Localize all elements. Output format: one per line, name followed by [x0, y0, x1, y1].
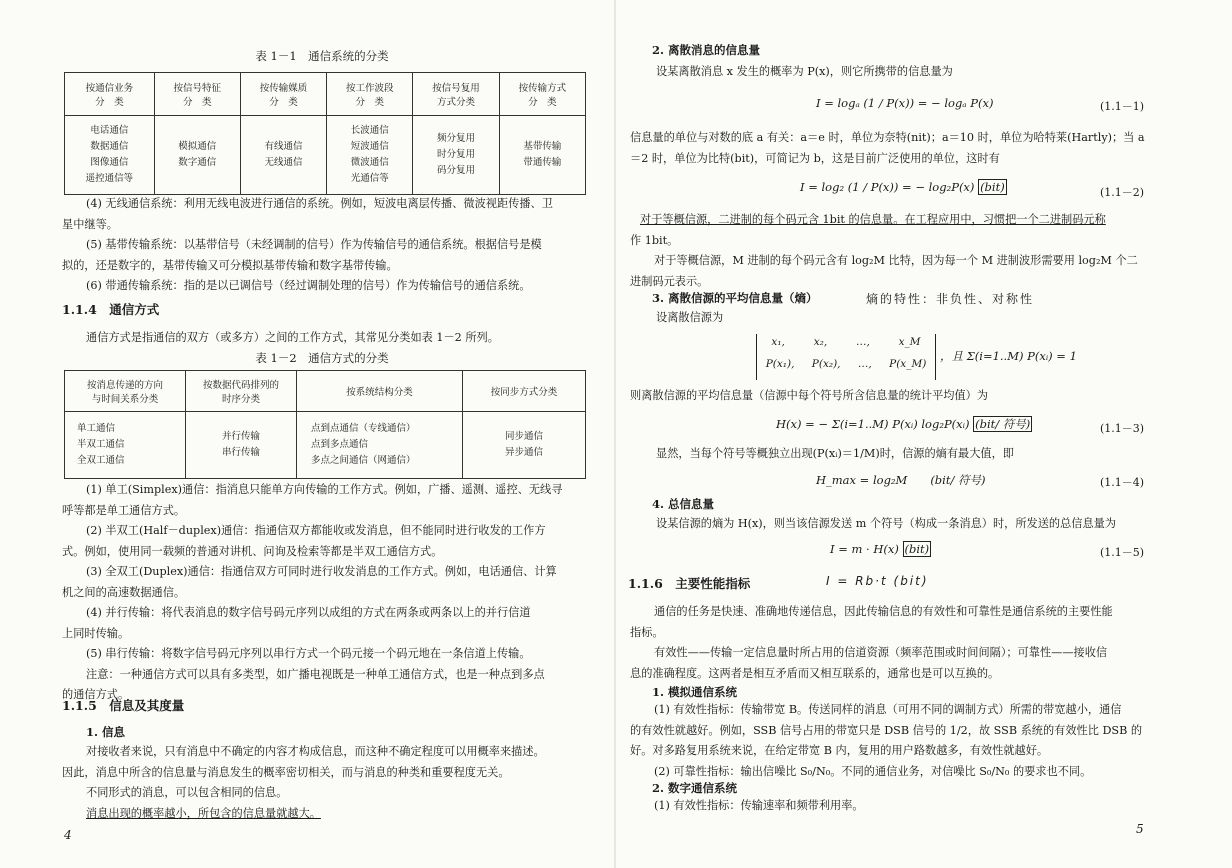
digital-paragraph: (1) 有效性指标：传输速率和频带利用率。 [654, 799, 864, 812]
para-line: 因此，消息中所含的信息量与消息发生的概率密切相关，而与消息的种类和重要程度无关。 [62, 765, 510, 779]
table2-header: 按系统结构分类 [297, 371, 463, 412]
table1-header: 按通信业务 分 类 [65, 73, 155, 116]
table2-header: 按同步方式分类 [463, 371, 586, 412]
table1-cell: 模拟通信 数字通信 [154, 116, 240, 195]
equation-number: (1.1－4) [1100, 476, 1145, 489]
para-line: 作 1bit。 [630, 233, 679, 247]
para-line: 通信的任务是快速、准确地传递信息，因此传输信息的有效性和可靠性是通信系统的主要性能 [654, 605, 1113, 618]
table1-caption: 表 1－1 通信系统的分类 [255, 49, 389, 63]
section-1-1-4-heading: 1.1.4 通信方式 [62, 302, 160, 317]
para-line: (3) 全双工(Duplex)通信：指通信双方可同时进行收发消息的工作方式。例如，电话通信、计算 [86, 565, 557, 578]
para-line: 注意：一种通信方式可以具有多类型，如广播电视既是一种单工通信方式，也是一种点到多点 [86, 667, 545, 681]
para-line: (5) 串行传输：将数字信号码元序列以串行方式一个码元接一个码元地在一条信道上传输。 [86, 647, 531, 660]
subsection-digital-heading: 2. 数字通信系统 [652, 781, 738, 795]
table1-cell: 有线通信 无线通信 [240, 116, 326, 195]
table2-comm-modes [64, 370, 586, 479]
section-1-1-4-intro: 通信方式是指通信的双方（或多方）之间的工作方式，其常见分类如表 1－2 所列。 [86, 331, 499, 344]
matrix-cell: x₁, [771, 336, 785, 348]
table1-header: 按信号复用 方式分类 [413, 73, 499, 116]
equation-unit: (bit) [980, 180, 1005, 194]
para-line: 上同时传输。 [62, 626, 130, 640]
para-line: 对接收者来说，只有消息中不确定的内容才构成信息，而这种不确定程度可以用概率来描述。 [86, 745, 545, 758]
table2-cell: 同步通信 异步通信 [463, 412, 586, 479]
matrix-cell: P(x₁), [765, 358, 795, 370]
table1-cell: 频分复用 时分复用 码分复用 [413, 116, 499, 195]
equation-unit: (bit) [904, 542, 930, 556]
table1-cell: 电话通信 数据通信 图像通信 遥控通信等 [65, 116, 155, 195]
subsection-entropy-heading: 3. 离散信源的平均信息量（熵） [652, 291, 818, 305]
table2-cell: 单工通信 半双工通信 全双工通信 [65, 412, 186, 479]
para-line: 式。例如，使用同一载频的普通对讲机、问询及检索等都是半双工通信方式。 [62, 544, 443, 558]
equation-1-1-4: H_max = log₂M (bit/ 符号) [816, 473, 986, 487]
para-line: (6) 带通传输系统：指的是以已调信号（经过调制处理的信号）作为传输信号的通信系统。 [86, 279, 531, 292]
table2-cell: 并行传输 串行传输 [186, 412, 297, 479]
analog-paragraph [630, 700, 1220, 782]
subsection-info-heading: 1. 信息 [86, 725, 126, 739]
probability-sum: ，且 Σ(i=1..M) P(xᵢ) = 1 [940, 349, 1077, 363]
para-line: 消息出现的概率越小，所包含的信息量就越大。 [86, 806, 321, 820]
equation-1-1-5 [830, 542, 931, 556]
equation-1-1-1: I = logₐ (1 / P(x)) = − logₐ P(x) [816, 96, 994, 110]
performance-intro [630, 602, 1220, 684]
equiprobable-paragraph [630, 210, 1220, 292]
discrete-info-intro: 设某离散消息 x 发生的概率为 P(x)，则它所携带的信息量为 [656, 65, 953, 78]
para-line: (1) 单工(Simplex)通信：指消息只能单方向传输的工作方式。例如，广播、遥测、遥控、无线寻 [86, 483, 563, 496]
source-intro: 设离散信源为 [656, 311, 724, 324]
para-line: 不同形式的消息，可以包含相同的信息。 [86, 786, 288, 799]
section-1-1-6-heading: 1.1.6 主要性能指标 [628, 576, 751, 591]
para-line: 机之间的高速数据通信。 [62, 585, 186, 599]
comm-modes-paragraph [62, 480, 592, 706]
para-line: (4) 无线通信系统：利用无线电波进行通信的系统。例如，短波电离层传播、微波视距传播、卫 [86, 197, 553, 210]
table1-cell: 长波通信 短波通信 微波通信 光通信等 [327, 116, 413, 195]
matrix-cell: P(x_M) [889, 358, 927, 370]
equation-number: (1.1－2) [1100, 186, 1145, 199]
para-line: 指标。 [630, 625, 664, 639]
equation-number: (1.1－3) [1100, 422, 1145, 435]
table1-header-row [65, 73, 586, 116]
section-1-1-5-heading: 1.1.5 信息及其度量 [62, 698, 185, 713]
equation-1-1-2 [800, 180, 1007, 194]
table2-header: 按消息传递的方向 与时间关系分类 [65, 371, 186, 412]
max-entropy-paragraph: 显然，当每个符号等概独立出现(P(xᵢ)＝1/M)时，信源的熵有最大值，即 [656, 447, 1014, 460]
equation-1-1-3 [776, 416, 1032, 432]
para-line: (5) 基带传输系统：以基带信号（未经调制的信号）作为传输信号的通信系统。根据信号是模 [86, 238, 542, 251]
page-number-left: 4 [64, 828, 72, 842]
table1-classification [64, 72, 586, 195]
table1-body-row [65, 116, 586, 195]
matrix-cell: …, [857, 358, 872, 370]
para-line: 进制码元表示。 [630, 274, 709, 288]
subsection-total-info-heading: 4. 总信息量 [652, 497, 715, 511]
equation-number: (1.1－5) [1100, 546, 1145, 559]
handwritten-note: I = Rb·t (bit) [826, 574, 929, 588]
page-number-right: 5 [1136, 822, 1144, 836]
equation-body: I = log₂ (1 / P(x)) = − log₂P(x) [800, 180, 975, 194]
matrix-cell: x_M [898, 336, 921, 348]
handwritten-note: 熵的特性：非负性、对称性 [866, 292, 1035, 306]
para-line: (2) 半双工(Half－duplex)通信：指通信双方都能收或发消息，但不能同时进行收发的工作方 [86, 524, 546, 537]
para-line: 的有效性就越好。例如，SSB 信号占用的带宽只是 DSB 信号的 1/2，故 SSB 系统的有效性比 DSB 的 [630, 723, 1143, 737]
para-line: 星中继等。 [62, 217, 118, 231]
equation-unit: (bit/ 符号) [975, 417, 1031, 431]
para-line: ＝2 时，单位为比特(bit)，可简记为 b，这是目前广泛使用的单位，这时有 [630, 151, 1000, 165]
unit-paragraph [630, 128, 1220, 169]
para-line: 有效性——传输一定信息量时所占用的信道资源（频率范围或时间间隔）；可靠性——接收信 [654, 646, 1108, 659]
table1-header: 按信号特征 分 类 [154, 73, 240, 116]
table1-header: 按传输方式 分 类 [499, 73, 585, 116]
equation-number: (1.1－1) [1100, 100, 1145, 113]
info-paragraph [62, 742, 592, 824]
system-types-paragraph [62, 194, 592, 297]
para-line: 的通信方式。 [62, 688, 130, 701]
para-line: (2) 可靠性指标：输出信噪比 S₀/N₀。不同的通信业务，对信噪比 S₀/N₀ 的要求也不同。 [654, 764, 1092, 778]
table2-cell: 点到点通信（专线通信） 点到多点通信 多点之间通信（网通信） [297, 412, 463, 479]
table2-body-row [65, 412, 586, 479]
matrix-cell: …, [855, 336, 870, 348]
table2-header-row [65, 371, 586, 412]
source-probabilities-row [757, 348, 935, 370]
para-line: 拟的，还是数字的，基带传输又可分模拟基带传输和数字基带传输。 [62, 258, 398, 272]
para-line: 呼等都是单工通信方式。 [62, 503, 186, 517]
table1-header: 按工作波段 分 类 [327, 73, 413, 116]
equation-body: I = m · H(x) [830, 542, 899, 556]
para-line: 好。对多路复用系统来说，在给定带宽 B 内，复用的用户路数越多，有效性就越好。 [630, 744, 1049, 757]
table2-caption: 表 1－2 通信方式的分类 [255, 351, 389, 365]
source-matrix [756, 334, 936, 380]
para-line: 信息量的单位与对数的底 a 有关：a＝e 时，单位为奈特(nit)；a＝10 时，单位为哈特莱(Hartly)；当 a [630, 131, 1145, 144]
para-line: (1) 有效性指标：传输带宽 B。传送同样的消息（可用不同的调制方式）所需的带宽越小，通信 [654, 703, 1122, 716]
para-line: (4) 并行传输：将代表消息的数字信号码元序列以成组的方式在两条或两条以上的并行信道 [86, 606, 531, 619]
total-info-paragraph: 设某信源的熵为 H(x)，则当该信源发送 m 个符号（构成一条消息）时，所发送的总信息量为 [656, 517, 1117, 530]
para-line: 对于等概信源，M 进制的每个码元含有 log₂M 比特，因为每一个 M 进制波形需要用 log₂M 个二 [654, 254, 1138, 267]
para-line: 对于等概信源，二进制的每个码元含 1bit 的信息量。在工程应用中，习惯把一个二进制码元称 [640, 213, 1106, 226]
matrix-cell: P(x₂), [811, 358, 841, 370]
table1-header: 按传输媒质 分 类 [240, 73, 326, 116]
subsection-discrete-info-heading: 2. 离散消息的信息量 [652, 43, 761, 57]
subsection-analog-heading: 1. 模拟通信系统 [652, 685, 738, 699]
table2-header: 按数据代码排列的 时序分类 [186, 371, 297, 412]
source-symbols-row [757, 334, 935, 348]
table1-cell: 基带传输 带通传输 [499, 116, 585, 195]
equation-body: H(x) = − Σ(i=1..M) P(xᵢ) log₂P(xᵢ) [776, 417, 970, 431]
right-page [616, 0, 1232, 868]
entropy-definition: 则离散信源的平均信息量（信源中每个符号所含信息量的统计平均值）为 [630, 389, 989, 402]
matrix-cell: x₂, [813, 336, 828, 348]
para-line: 息的准确程度。这两者是相互矛盾而又相互联系的，通常也是可以互换的。 [630, 666, 1000, 680]
